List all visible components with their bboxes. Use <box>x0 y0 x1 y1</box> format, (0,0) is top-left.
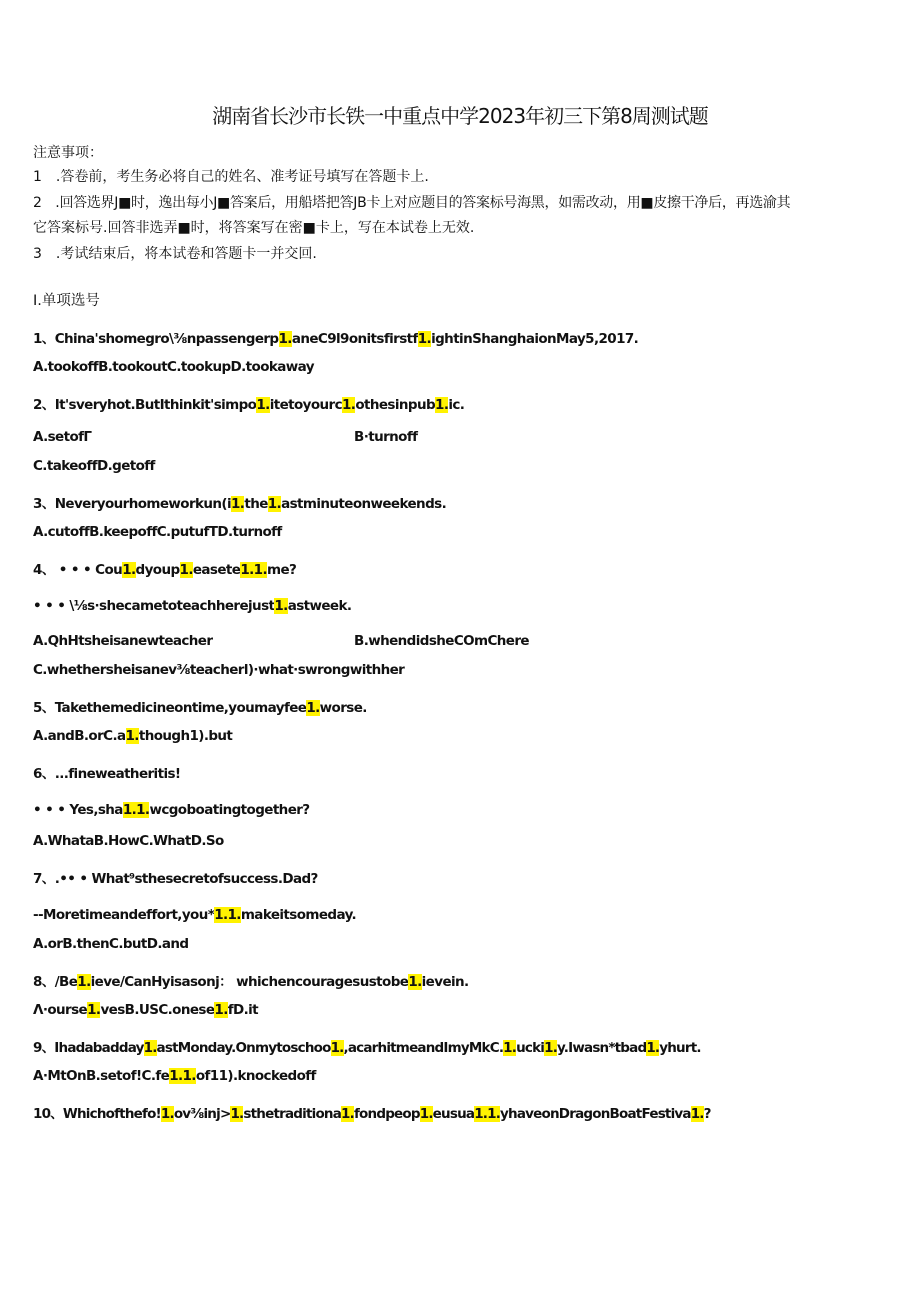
question-1 <box>33 327 638 347</box>
notice-item: 它答案标号.回答非选弄■时，将答案写在密■卡上，写在本试卷上无效. <box>33 220 475 236</box>
question-4-option-b: B.whendidsheCOmChere <box>354 633 529 649</box>
highlight-mark: 1. <box>341 1106 354 1122</box>
q-text: me? <box>266 562 297 578</box>
q-text: A·MtOnB.setof!C.fe <box>33 1068 170 1084</box>
highlight-mark: 1. <box>143 1040 157 1056</box>
q-text: astMonday.Onmytoschoo <box>156 1040 331 1056</box>
q-text: • • • \⅛s·shecametoteachherejust <box>33 598 275 614</box>
q-text: fD.it <box>227 1002 259 1018</box>
q-text: easete <box>192 562 241 578</box>
q-text: dyoup <box>135 562 180 578</box>
question-6-reply <box>33 802 310 818</box>
highlight-mark: 1. <box>646 1040 660 1056</box>
question-5-options <box>33 728 232 744</box>
question-6-options: A.WhataB.HowC.WhatD.So <box>33 833 224 849</box>
question-7: 7、.•• • What⁹sthesecretofsuccess.Dad? <box>33 871 318 887</box>
q-text: A.andB.orC.a <box>33 728 126 744</box>
highlight-mark: 1.1. <box>214 907 241 923</box>
q-text: yhaveonDragonBoatFestiva <box>500 1106 691 1122</box>
highlight-mark: 1. <box>256 397 270 413</box>
notice-item: 3 .考试结束后，将本试卷和答题卡一并交回. <box>33 246 317 262</box>
notice-item: 1 .答卷前，考生务必将自己的姓名、准考证号填写在答题卡上. <box>33 169 429 185</box>
highlight-mark: 1. <box>503 1040 517 1056</box>
q-text: 4、 • • • Cou <box>33 562 123 578</box>
highlight-mark: 1. <box>274 598 288 614</box>
q-text: makeitsomeday. <box>240 907 357 923</box>
q-text: 3、Neveryourhomeworkun(i <box>33 496 232 512</box>
question-9-options <box>33 1068 316 1084</box>
q-text: worse. <box>319 700 367 716</box>
q-text: 9、Ihadabadday <box>33 1040 144 1056</box>
q-text: the <box>244 496 268 512</box>
highlight-mark: 1. <box>435 397 449 413</box>
question-4 <box>33 558 296 578</box>
question-8-options <box>33 1002 258 1018</box>
page-title: 湖南省长沙市长铁一中重点中学2023年初三下第8周测试题 <box>212 104 708 128</box>
question-7-reply <box>33 907 356 923</box>
highlight-mark: 1. <box>544 1040 558 1056</box>
highlight-mark: 1. <box>231 496 245 512</box>
highlight-mark: 1. <box>267 496 282 512</box>
question-2 <box>33 393 464 413</box>
highlight-mark: 1.1. <box>122 802 150 818</box>
q-text: astminuteonweekends. <box>281 496 447 512</box>
highlight-mark: 1. <box>330 1040 344 1056</box>
notice-item: 2 .回答选界J■时，逸出每小J■答案后，用船塔把答JB卡上对应题目的答案标号海黑，如需改动，用■皮擦干净后，再选渝其 <box>33 195 791 211</box>
q-text: 8、/Be <box>33 974 78 990</box>
highlight-mark: 1. <box>77 974 91 990</box>
highlight-mark: 1. <box>419 1106 433 1122</box>
highlight-mark: 1. <box>125 728 139 744</box>
q-text: ucki <box>516 1040 545 1056</box>
q-text: ic. <box>448 397 465 413</box>
question-5 <box>33 696 367 716</box>
q-text: ov⅜inj> <box>173 1106 231 1122</box>
q-text: yhurt. <box>659 1040 701 1056</box>
q-text: Λ·ourse <box>33 1002 88 1018</box>
q-text: fondpeop <box>353 1106 420 1122</box>
q-text: itetoyourc <box>269 397 342 413</box>
highlight-mark: 1.1. <box>474 1106 501 1122</box>
q-text: ievein. <box>421 974 469 990</box>
question-3 <box>33 492 446 512</box>
question-9 <box>33 1036 701 1056</box>
q-text: 5、Takethemedicineontime,youmayfee <box>33 700 307 716</box>
question-4-option-cd: C.whethersheisanev⅜teacherl)·what·swrongwithher <box>33 662 405 678</box>
question-7-options: A.orB.thenC.butD.and <box>33 936 189 952</box>
question-10 <box>33 1102 711 1122</box>
q-text: of11).knockedoff <box>195 1068 316 1084</box>
q-text: 1、China'shomegro\⅜npassengerp <box>33 331 279 347</box>
q-text: wcgoboatingtogether? <box>149 802 310 818</box>
question-6: 6、...fineweatheritis! <box>33 766 181 782</box>
highlight-mark: 1. <box>160 1106 174 1122</box>
highlight-mark: 1. <box>278 331 292 347</box>
highlight-mark: 1. <box>230 1106 244 1122</box>
highlight-mark: 1. <box>342 397 356 413</box>
q-text: eusua <box>432 1106 475 1122</box>
highlight-mark: 1.1. <box>240 562 267 578</box>
highlight-mark: 1. <box>690 1106 704 1122</box>
question-4-reply <box>33 598 351 614</box>
question-8 <box>33 970 469 990</box>
highlight-mark: 1. <box>408 974 422 990</box>
q-text: othesinpub <box>355 397 436 413</box>
question-4-option-a: A.QhHtsheisanewteacher <box>33 633 213 649</box>
highlight-mark: 1. <box>179 562 193 578</box>
highlight-mark: 1.1. <box>169 1068 196 1084</box>
q-text: sthetraditiona <box>243 1106 342 1122</box>
q-text: ieve/CanHyisasonj： whichencouragesustobe <box>90 974 409 990</box>
question-2-option-a: A.setofΓ <box>33 429 92 445</box>
highlight-mark: 1. <box>214 1002 228 1018</box>
q-text: --Moretimeandeffort,you* <box>33 907 215 923</box>
q-text: though1).but <box>138 728 233 744</box>
highlight-mark: 1. <box>122 562 136 578</box>
q-text: vesB.USC.onese <box>100 1002 215 1018</box>
notice-heading: 注意事项： <box>33 145 103 161</box>
q-text: ,acarhitmeandImyMkC. <box>343 1040 504 1056</box>
q-text: astweek. <box>287 598 352 614</box>
q-text: ? <box>703 1106 711 1122</box>
q-text: aneC9l9onitsfirstf <box>291 331 418 347</box>
section-heading: I.单项选号 <box>33 293 100 309</box>
q-text: 2、It'sveryhot.ButIthinkit'simpo <box>33 397 257 413</box>
q-text: 10、Whichofthefo! <box>33 1106 161 1122</box>
question-2-option-b: B·turnoff <box>354 429 418 445</box>
highlight-mark: 1. <box>87 1002 101 1018</box>
question-2-option-cd: C.takeoffD.getoff <box>33 458 155 474</box>
q-text: y.Iwasn*tbad <box>557 1040 647 1056</box>
question-1-options: A.tookoffB.tookoutC.tookupD.tookaway <box>33 359 314 375</box>
q-text: • • • Yes,sha <box>33 802 123 818</box>
question-3-options: A.cutoffB.keepoffC.putufTD.turnoff <box>33 524 282 540</box>
highlight-mark: 1. <box>417 331 432 347</box>
q-text: ightinShanghaionMay5,2017. <box>431 331 639 347</box>
highlight-mark: 1. <box>306 700 320 716</box>
